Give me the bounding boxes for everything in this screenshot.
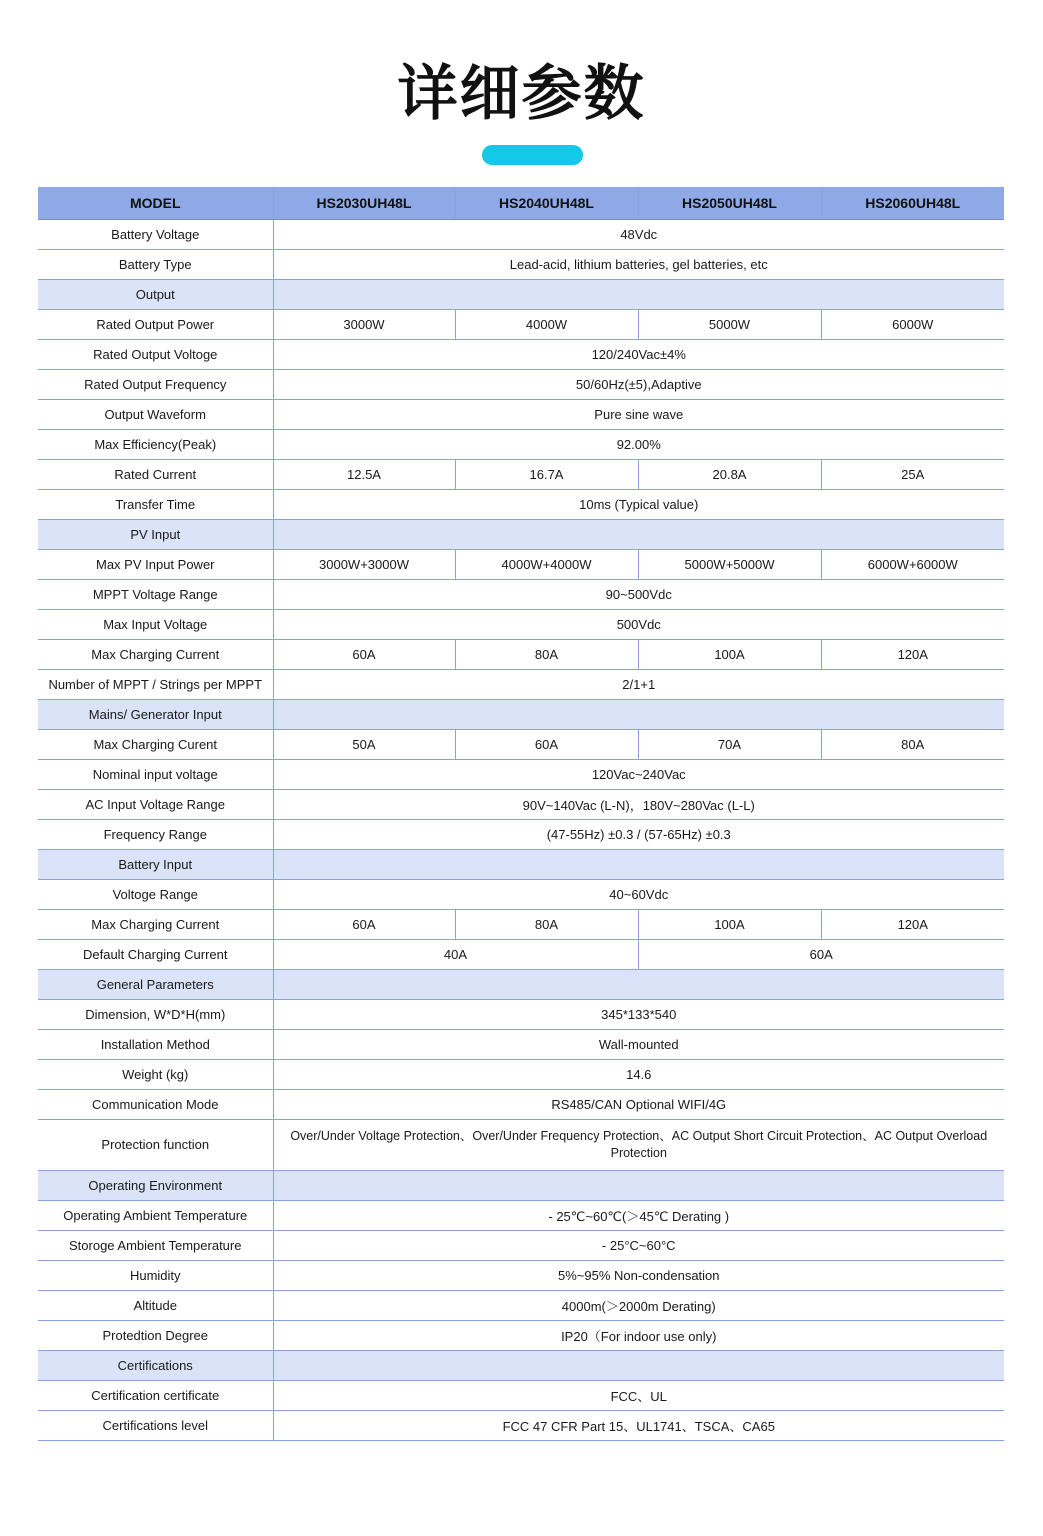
row-label: General Parameters — [38, 969, 273, 999]
section-filler — [273, 699, 1004, 729]
section-filler — [273, 849, 1004, 879]
row-label: PV Input — [38, 519, 273, 549]
row-value: 120A — [821, 909, 1004, 939]
row-value: 40~60Vdc — [273, 879, 1004, 909]
row-value: 50/60Hz(±5),Adaptive — [273, 369, 1004, 399]
table-row — [38, 1410, 1004, 1440]
table-row — [38, 1089, 1004, 1119]
row-label: Operating Environment — [38, 1170, 273, 1200]
table-row — [38, 1119, 1004, 1170]
row-label: Frequency Range — [38, 819, 273, 849]
row-label: Nominal input voltage — [38, 759, 273, 789]
header-model-4: HS2060UH48L — [821, 187, 1004, 219]
row-label: Default Charging Current — [38, 939, 273, 969]
table-row — [38, 729, 1004, 759]
row-value: 60A — [273, 909, 455, 939]
table-row — [38, 1320, 1004, 1350]
table-row — [38, 1059, 1004, 1089]
row-value: 12.5A — [273, 459, 455, 489]
row-value: 60A — [455, 729, 638, 759]
table-row — [38, 639, 1004, 669]
header-model-3: HS2050UH48L — [638, 187, 821, 219]
row-value: Wall-mounted — [273, 1029, 1004, 1059]
row-label: Battery Input — [38, 849, 273, 879]
header-model-1: HS2030UH48L — [273, 187, 455, 219]
row-value: IP20（For indoor use only) — [273, 1320, 1004, 1350]
row-label: Storoge Ambient Temperature — [38, 1230, 273, 1260]
row-value: 5000W+5000W — [638, 549, 821, 579]
row-label: Output — [38, 279, 273, 309]
section-row — [38, 1350, 1004, 1380]
row-value: Lead-acid, lithium batteries, gel batteries, etc — [273, 249, 1004, 279]
row-value: 40A — [273, 939, 638, 969]
section-row — [38, 849, 1004, 879]
table-row — [38, 759, 1004, 789]
row-label: Rated Current — [38, 459, 273, 489]
row-value: (47-55Hz) ±0.3 / (57-65Hz) ±0.3 — [273, 819, 1004, 849]
row-value: - 25℃~60℃(＞45℃ Derating ) — [273, 1200, 1004, 1230]
row-label: Installation Method — [38, 1029, 273, 1059]
row-value: 5%~95% Non-condensation — [273, 1260, 1004, 1290]
row-value: 3000W — [273, 309, 455, 339]
row-label: Dimension, W*D*H(mm) — [38, 999, 273, 1029]
table-row — [38, 669, 1004, 699]
row-value: 14.6 — [273, 1059, 1004, 1089]
row-value: 120/240Vac±4% — [273, 339, 1004, 369]
row-value: Over/Under Voltage Protection、Over/Under Frequency Protection、AC Output Short Circuit Protection、AC Output Overload Protection — [273, 1119, 1004, 1170]
row-label: Certifications — [38, 1350, 273, 1380]
row-value: 80A — [821, 729, 1004, 759]
row-label: Transfer Time — [38, 489, 273, 519]
table-row — [38, 1260, 1004, 1290]
row-label: Max Efficiency(Peak) — [38, 429, 273, 459]
row-value: 80A — [455, 639, 638, 669]
row-label: Battery Type — [38, 249, 273, 279]
row-value: 6000W — [821, 309, 1004, 339]
row-label: Rated Output Voltoge — [38, 339, 273, 369]
page-title: 详细参数 — [397, 59, 646, 129]
title-accent-bar — [482, 145, 583, 165]
row-value: 16.7A — [455, 459, 638, 489]
row-value: 10ms (Typical value) — [273, 489, 1004, 519]
section-filler — [273, 969, 1004, 999]
table-row — [38, 609, 1004, 639]
row-value: 20.8A — [638, 459, 821, 489]
table-row — [38, 219, 1004, 249]
table-row — [38, 879, 1004, 909]
table-row — [38, 1200, 1004, 1230]
table-row — [38, 369, 1004, 399]
row-value: 4000m(＞2000m Derating) — [273, 1290, 1004, 1320]
table-body — [38, 219, 1004, 1440]
section-row — [38, 1170, 1004, 1200]
table-row — [38, 489, 1004, 519]
section-row — [38, 279, 1004, 309]
row-label: Voltoge Range — [38, 879, 273, 909]
table-row — [38, 309, 1004, 339]
row-label: Rated Output Frequency — [38, 369, 273, 399]
row-value: 90V~140Vac (L-N)，180V~280Vac (L-L) — [273, 789, 1004, 819]
row-value: 100A — [638, 909, 821, 939]
row-label: Rated Output Power — [38, 309, 273, 339]
row-value: 4000W+4000W — [455, 549, 638, 579]
table-header-row — [38, 187, 1004, 219]
table-row — [38, 1029, 1004, 1059]
row-value: 48Vdc — [273, 219, 1004, 249]
row-label: MPPT Voltage Range — [38, 579, 273, 609]
header-model-label: MODEL — [38, 187, 273, 219]
row-label: Number of MPPT / Strings per MPPT — [38, 669, 273, 699]
row-value: 2/1+1 — [273, 669, 1004, 699]
row-value: 120Vac~240Vac — [273, 759, 1004, 789]
row-value: 100A — [638, 639, 821, 669]
row-label: AC Input Voltage Range — [38, 789, 273, 819]
row-label: Max Charging Current — [38, 639, 273, 669]
section-row — [38, 969, 1004, 999]
section-filler — [273, 279, 1004, 309]
row-value: 25A — [821, 459, 1004, 489]
row-value: FCC、UL — [273, 1380, 1004, 1410]
section-row — [38, 699, 1004, 729]
row-value: 500Vdc — [273, 609, 1004, 639]
row-label: Battery Voltage — [38, 219, 273, 249]
table-row — [38, 1230, 1004, 1260]
row-value: 4000W — [455, 309, 638, 339]
row-value: 6000W+6000W — [821, 549, 1004, 579]
row-label: Certifications level — [38, 1410, 273, 1440]
table-row — [38, 249, 1004, 279]
table-row — [38, 429, 1004, 459]
row-value: Pure sine wave — [273, 399, 1004, 429]
row-label: Altitude — [38, 1290, 273, 1320]
row-value: 60A — [638, 939, 1004, 969]
section-row — [38, 519, 1004, 549]
row-label: Protection function — [38, 1119, 273, 1170]
row-label: Mains/ Generator Input — [38, 699, 273, 729]
row-value: 120A — [821, 639, 1004, 669]
row-label: Certification certificate — [38, 1380, 273, 1410]
row-label: Operating Ambient Temperature — [38, 1200, 273, 1230]
row-label: Humidity — [38, 1260, 273, 1290]
row-label: Weight (kg) — [38, 1059, 273, 1089]
row-label: Communication Mode — [38, 1089, 273, 1119]
table-row — [38, 1290, 1004, 1320]
table-row — [38, 549, 1004, 579]
row-label: Max Input Voltage — [38, 609, 273, 639]
table-row — [38, 999, 1004, 1029]
section-filler — [273, 1170, 1004, 1200]
row-label: Max Charging Current — [38, 909, 273, 939]
row-value: 345*133*540 — [273, 999, 1004, 1029]
table-row — [38, 1380, 1004, 1410]
row-value: 3000W+3000W — [273, 549, 455, 579]
table-row — [38, 789, 1004, 819]
row-value: 50A — [273, 729, 455, 759]
table-row — [38, 819, 1004, 849]
row-value: 60A — [273, 639, 455, 669]
table-row — [38, 939, 1004, 969]
section-filler — [273, 519, 1004, 549]
row-value: FCC 47 CFR Part 15、UL1741、TSCA、CA65 — [273, 1410, 1004, 1440]
header-model-2: HS2040UH48L — [455, 187, 638, 219]
row-label: Output Waveform — [38, 399, 273, 429]
row-label: Max Charging Curent — [38, 729, 273, 759]
row-value: 70A — [638, 729, 821, 759]
row-value: 90~500Vdc — [273, 579, 1004, 609]
table-row — [38, 909, 1004, 939]
table-row — [38, 339, 1004, 369]
table-row — [38, 399, 1004, 429]
table-row — [38, 459, 1004, 489]
section-filler — [273, 1350, 1004, 1380]
table-row — [38, 579, 1004, 609]
row-value: 5000W — [638, 309, 821, 339]
row-value: 80A — [455, 909, 638, 939]
row-label: Protedtion Degree — [38, 1320, 273, 1350]
row-label: Max PV Input Power — [38, 549, 273, 579]
row-value: 92.00% — [273, 429, 1004, 459]
row-value: - 25°C~60°C — [273, 1230, 1004, 1260]
spec-table — [38, 187, 1004, 1441]
row-value: RS485/CAN Optional WIFI/4G — [273, 1089, 1004, 1119]
